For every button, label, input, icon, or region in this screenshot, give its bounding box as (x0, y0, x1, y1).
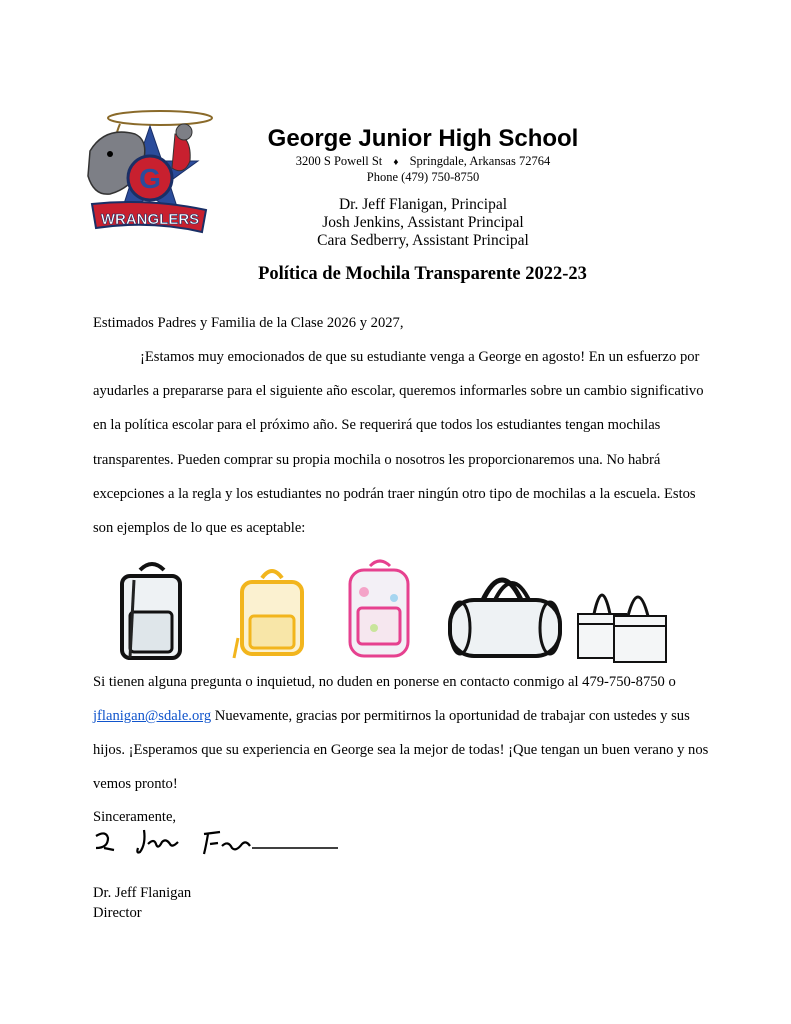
clear-duffel-bag (450, 580, 560, 656)
staff-assistant-1: Josh Jenkins, Assistant Principal (322, 214, 524, 231)
closing: Sinceramente, (93, 809, 177, 825)
signer-role: Director (93, 905, 142, 921)
paragraph1-line: transparentes. Pueden comprar su propia mochila o nosotros les proporcionaremos una. No habrá (93, 452, 661, 468)
clear-bag-examples (112, 558, 682, 668)
paragraph1-line: son ejemplos de lo que es aceptable: (93, 520, 306, 536)
paragraph2-line2-text: Nuevamente, gracias por permitirnos la oportunidad de trabajar con ustedes y sus (211, 708, 690, 724)
logo-letter: G (139, 163, 161, 194)
logo-text: WRANGLERS (100, 211, 200, 228)
school-phone: Phone (479) 750-8750 (366, 170, 480, 184)
paragraph1-line: ayudarles a prepararse para el siguiente año escolar, queremos informarles sobre un cambio significativo (93, 383, 704, 399)
paragraph2-line: hijos. ¡Esperamos que su experiencia en George sea la mejor de todas! ¡Que tengan un buen verano y nos (93, 742, 709, 758)
school-address (232, 154, 614, 185)
clear-backpack-yellow (234, 571, 302, 658)
paragraph1-line: en la política escolar para el próximo año. Se requerirá que todos los estudiantes tengan mochilas (93, 417, 661, 433)
wranglers-logo (80, 106, 218, 236)
paragraph2-line: Si tienen alguna pregunta o inquietud, no duden en ponerse en contacto conmigo al 479-750-8750 o (93, 674, 676, 690)
paragraph1-line: excepciones a la regla y los estudiantes no podrán traer ningún otro tipo de mochilas a la escuela. Estos (93, 486, 696, 502)
paragraph2-line: vemos pronto! (93, 776, 178, 792)
email-link[interactable]: jflanigan@sdale.org (93, 708, 212, 724)
paragraph2-line (93, 708, 690, 725)
clear-backpack-pink (350, 561, 408, 656)
staff-list (232, 196, 614, 250)
staff-principal: Dr. Jeff Flanigan, Principal (338, 196, 508, 213)
diamond-separator: ♦ (393, 157, 399, 168)
paragraph1-line: ¡Estamos muy emocionados de que su estudiante venga a George en agosto! En un esfuerzo por (140, 349, 700, 365)
signer-name: Dr. Jeff Flanigan (93, 885, 192, 901)
clear-backpack-black (122, 564, 180, 658)
signer-block (93, 883, 191, 923)
school-name: George Junior High School (267, 125, 579, 152)
greeting: Estimados Padres y Familia de la Clase 2026 y 2027, (93, 315, 404, 331)
handwritten-signature (92, 826, 342, 858)
clear-tote-bags (578, 595, 666, 662)
address-city: Springdale, Arkansas 72764 (409, 154, 551, 168)
staff-assistant-2: Cara Sedberry, Assistant Principal (317, 232, 529, 249)
address-street: 3200 S Powell St (295, 154, 383, 168)
document-title: Política de Mochila Transparente 2022-23 (258, 264, 587, 284)
